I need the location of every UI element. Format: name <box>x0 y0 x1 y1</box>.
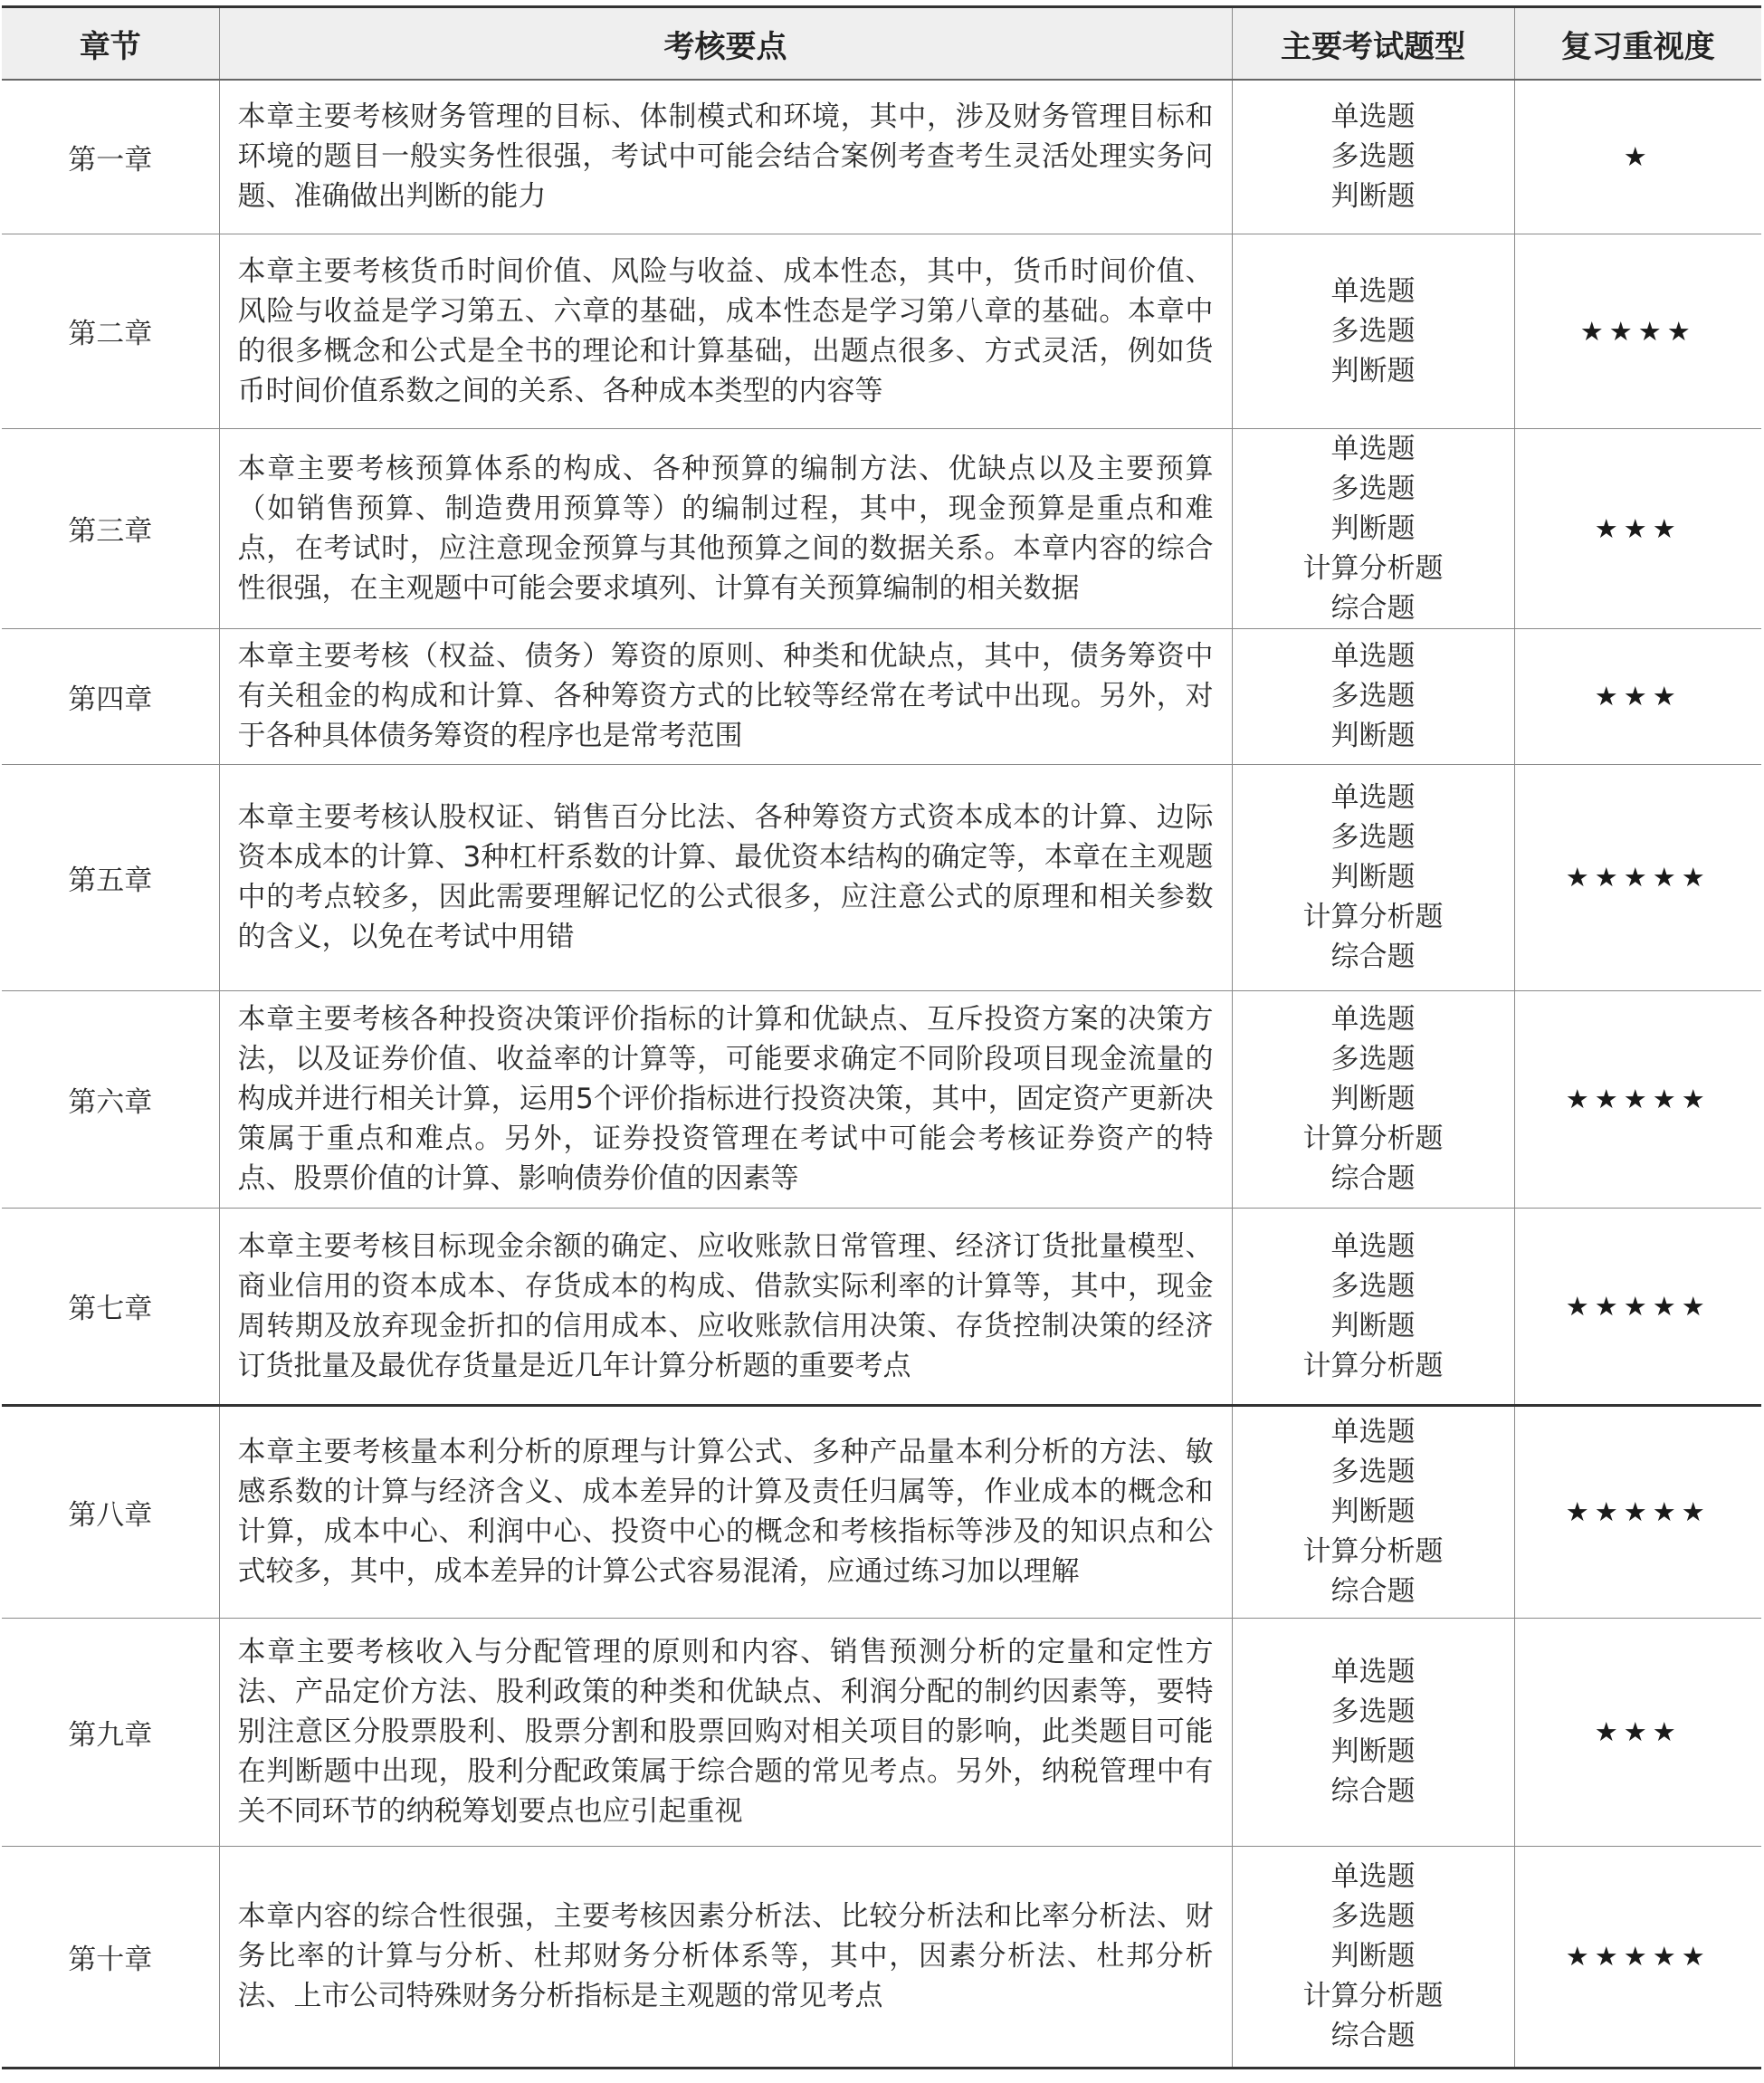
question-type: 单选题 <box>1330 1656 1416 1688</box>
points-cell: 本章主要考核预算体系的构成、各种预算的编制方法、优缺点以及主要预算（如销售预算、制造费用预算等）的编制过程，其中，现金预算是重点和难点，在考试时，应注意现金预算与其他预算之间的数据关系。本章内容的综合性很强，在主观题中可能会要求填列、计算有关预算编制的相关数据 <box>219 428 1232 628</box>
question-type: 判断题 <box>1330 1940 1416 1973</box>
question-type: 单选题 <box>1330 1229 1416 1263</box>
chapter-cell: 第六章 <box>2 990 219 1208</box>
table-row <box>2 1618 1761 1846</box>
question-type: 多选题 <box>1330 1696 1416 1728</box>
question-type: 多选题 <box>1330 1043 1416 1075</box>
question-type: 判断题 <box>1330 1495 1416 1528</box>
importance-stars: ★★★ <box>1514 1618 1761 1846</box>
types-cell <box>1232 990 1514 1208</box>
question-type: 计算分析题 <box>1302 901 1444 933</box>
table-row <box>2 990 1761 1208</box>
question-type: 判断题 <box>1330 861 1416 893</box>
points-cell: 本章主要考核货币时间价值、风险与收益、成本性态，其中，货币时间价值、风险与收益是学习第五、六章的基础，成本性态是学习第八章的基础。本章中的很多概念和公式是全书的理论和计算基础，出题点很多、方式灵活，例如货币时间价值系数之间的关系、各种成本类型的内容等 <box>219 234 1232 428</box>
importance-stars: ★★★★ <box>1514 234 1761 428</box>
types-cell <box>1232 428 1514 628</box>
importance-stars: ★★★★★ <box>1514 1846 1761 2068</box>
question-type: 综合题 <box>1330 1575 1416 1608</box>
question-type: 多选题 <box>1330 1900 1416 1933</box>
question-type: 计算分析题 <box>1302 1349 1444 1382</box>
question-type: 单选题 <box>1330 781 1416 814</box>
question-type: 单选题 <box>1330 1416 1416 1448</box>
question-type: 多选题 <box>1330 680 1416 712</box>
points-cell: 本章主要考核各种投资决策评价指标的计算和优缺点、互斥投资方案的决策方法，以及证券价值、收益率的计算等，可能要求确定不同阶段项目现金流量的构成并进行相关计算，运用5个评价指标进行投资决策，其中，固定资产更新决策属于重点和难点。另外，证券投资管理在考试中可能会考核证券资产的特点、股票价值的计算、影响债券价值的因素等 <box>219 990 1232 1208</box>
question-type: 多选题 <box>1330 1269 1416 1303</box>
question-type: 多选题 <box>1330 821 1416 854</box>
importance-stars: ★★★ <box>1514 428 1761 628</box>
question-type: 单选题 <box>1330 274 1416 308</box>
table-row <box>2 428 1761 628</box>
types-cell <box>1232 234 1514 428</box>
question-type: 计算分析题 <box>1302 551 1444 585</box>
importance-stars: ★★★★★ <box>1514 1405 1761 1618</box>
table-row <box>2 80 1761 234</box>
types-cell <box>1232 628 1514 764</box>
chapter-cell: 第八章 <box>2 1405 219 1618</box>
importance-stars: ★★★★★ <box>1514 1208 1761 1405</box>
types-cell <box>1232 1618 1514 1846</box>
question-type: 计算分析题 <box>1302 1980 1444 2012</box>
header-row <box>2 7 1761 81</box>
header-chapter: 章节 <box>2 7 219 81</box>
question-type: 计算分析题 <box>1302 1535 1444 1568</box>
table-row <box>2 1846 1761 2068</box>
chapter-cell: 第十章 <box>2 1846 219 2068</box>
chapter-cell: 第七章 <box>2 1208 219 1405</box>
types-cell <box>1232 764 1514 990</box>
question-type: 综合题 <box>1330 2020 1416 2052</box>
question-type: 单选题 <box>1330 1003 1416 1036</box>
table-row <box>2 1405 1761 1618</box>
chapter-cell: 第二章 <box>2 234 219 428</box>
question-type: 多选题 <box>1330 472 1416 505</box>
question-type: 判断题 <box>1330 1735 1416 1768</box>
question-type: 综合题 <box>1330 941 1416 973</box>
chapter-cell: 第九章 <box>2 1618 219 1846</box>
chapter-cell: 第四章 <box>2 628 219 764</box>
chapter-cell: 第五章 <box>2 764 219 990</box>
types-cell <box>1232 80 1514 234</box>
question-type: 单选题 <box>1330 432 1416 465</box>
table-row <box>2 628 1761 764</box>
types-cell <box>1232 1208 1514 1405</box>
question-type: 判断题 <box>1330 1309 1416 1342</box>
points-cell: 本章主要考核认股权证、销售百分比法、各种筹资方式资本成本的计算、边际资本成本的计算、3种杠杆系数的计算、最优资本结构的确定等，本章在主观题中的考点较多，因此需要理解记忆的公式很多，应注意公式的原理和相关参数的含义，以免在考试中用错 <box>219 764 1232 990</box>
header-points: 考核要点 <box>219 7 1232 81</box>
question-type: 多选题 <box>1330 1456 1416 1488</box>
question-type: 计算分析题 <box>1302 1123 1444 1155</box>
question-type: 综合题 <box>1330 591 1416 625</box>
question-type: 综合题 <box>1330 1775 1416 1808</box>
question-type: 判断题 <box>1330 511 1416 545</box>
points-cell: 本章主要考核量本利分析的原理与计算公式、多种产品量本利分析的方法、敏感系数的计算与经济含义、成本差异的计算及责任归属等，作业成本的概念和计算，成本中心、利润中心、投资中心的概念和考核指标等涉及的知识点和公式较多，其中，成本差异的计算公式容易混淆，应通过练习加以理解 <box>219 1405 1232 1618</box>
points-cell: 本章内容的综合性很强，主要考核因素分析法、比较分析法和比率分析法、财务比率的计算与分析、杜邦财务分析体系等，其中，因素分析法、杜邦分析法、上市公司特殊财务分析指标是主观题的常见考点 <box>219 1846 1232 2068</box>
question-type: 判断题 <box>1330 180 1416 214</box>
points-cell: 本章主要考核（权益、债务）筹资的原则、种类和优缺点，其中，债务筹资中有关租金的构成和计算、各种筹资方式的比较等经常在考试中出现。另外，对于各种具体债务筹资的程序也是常考范围 <box>219 628 1232 764</box>
points-cell: 本章主要考核收入与分配管理的原则和内容、销售预测分析的定量和定性方法、产品定价方法、股利政策的种类和优缺点、利润分配的制约因素等，要特别注意区分股票股利、股票分割和股票回购对相关项目的影响，此类题目可能在判断题中出现，股利分配政策属于综合题的常见考点。另外，纳税管理中有关不同环节的纳税筹划要点也应引起重视 <box>219 1618 1232 1846</box>
points-cell: 本章主要考核目标现金余额的确定、应收账款日常管理、经济订货批量模型、商业信用的资本成本、存货成本的构成、借款实际利率的计算等，其中，现金周转期及放弃现金折扣的信用成本、应收账款信用决策、存货控制决策的经济订货批量及最优存货量是近几年计算分析题的重要考点 <box>219 1208 1232 1405</box>
importance-stars: ★★★★★ <box>1514 990 1761 1208</box>
points-cell: 本章主要考核财务管理的目标、体制模式和环境，其中，涉及财务管理目标和环境的题目一般实务性很强，考试中可能会结合案例考查考生灵活处理实务问题、准确做出判断的能力 <box>219 80 1232 234</box>
table-row <box>2 234 1761 428</box>
table-row <box>2 1208 1761 1405</box>
header-types: 主要考试题型 <box>1232 7 1514 81</box>
importance-stars: ★★★★★ <box>1514 764 1761 990</box>
question-type: 判断题 <box>1330 1083 1416 1115</box>
types-cell <box>1232 1405 1514 1618</box>
importance-stars: ★★★ <box>1514 628 1761 764</box>
exam-points-table <box>2 5 1761 2069</box>
question-type: 单选题 <box>1330 640 1416 673</box>
question-type: 综合题 <box>1330 1162 1416 1195</box>
question-type: 单选题 <box>1330 1860 1416 1893</box>
chapter-cell: 第一章 <box>2 80 219 234</box>
question-type: 判断题 <box>1330 354 1416 387</box>
table-row <box>2 764 1761 990</box>
question-type: 判断题 <box>1330 720 1416 752</box>
importance-stars: ★ <box>1514 80 1761 234</box>
question-type: 多选题 <box>1330 314 1416 348</box>
question-type: 单选题 <box>1330 100 1416 134</box>
chapter-cell: 第三章 <box>2 428 219 628</box>
types-cell <box>1232 1846 1514 2068</box>
question-type: 多选题 <box>1330 140 1416 174</box>
header-importance: 复习重视度 <box>1514 7 1761 81</box>
